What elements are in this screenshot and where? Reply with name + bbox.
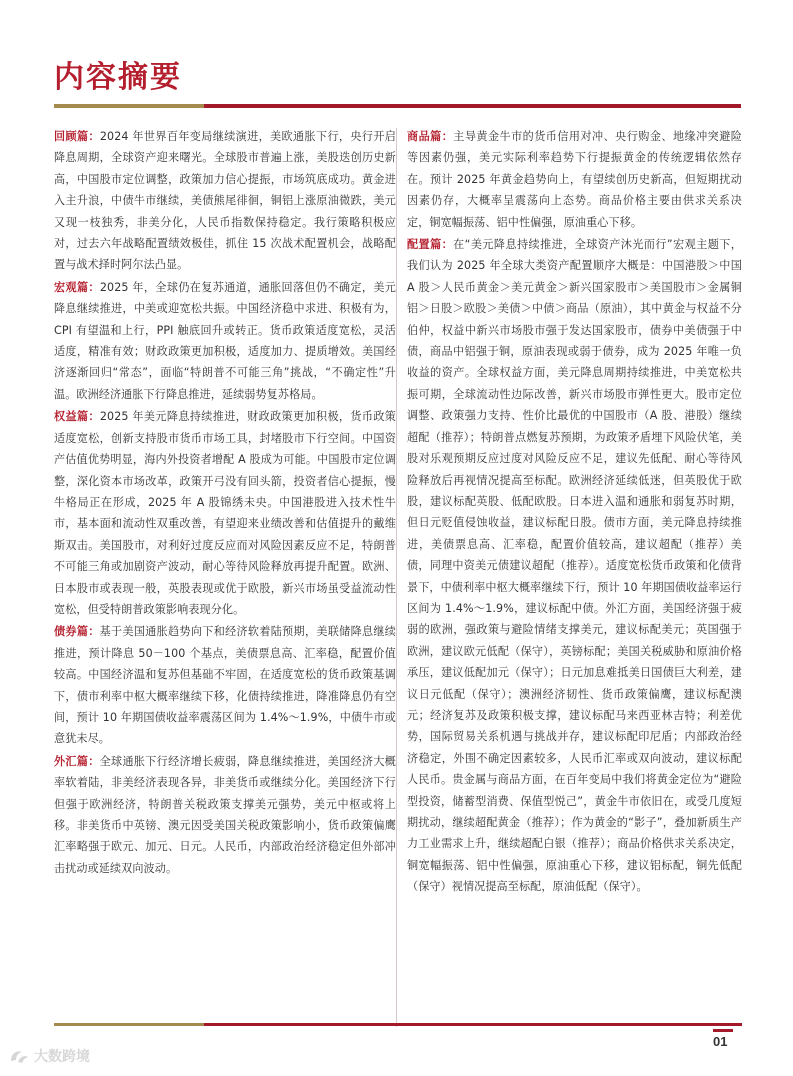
section-label: 商品篇： <box>407 130 454 143</box>
title-underline-gold <box>54 104 204 108</box>
footer-rule <box>54 1023 742 1026</box>
page-title: 内容摘要 <box>54 60 182 95</box>
watermark-text: 大数跨境 <box>34 1049 90 1065</box>
section-text: 2025 年，全球仍在复苏通道，通胀回落但仍不确定，美元降息继续推进，中美或迎宽松共振。中国经济稳中求进、积极有为，CPI 有望温和上行，PPI 触底回升或转正。货币政策适度宽松，灵活适度，精准有效；财政政策更加积极，适度加力、提质增效。美国经济逐渐回归“常态”，面临“特朗普不可能三角”挑战，“不确定性”升温。欧洲经济通胀下行降息推进，延续弱势复苏格局。 <box>54 280 396 401</box>
footer-rule-gold <box>54 1023 204 1026</box>
page-number: 01 <box>713 1034 728 1049</box>
section-text: 主导黄金牛市的货币信用对冲、央行购金、地缘冲突避险等因素仍强，美元实际利率趋势下行提振黄金的传统逻辑依然存在。预计 2025 年黄金趋势向上，有望续创历史新高，但短期扰动因素仍存，大概率呈震荡向上态势。商品价格主要由供求关系决定，铜宽幅振荡、铝中性偏强，原油重心下移。 <box>407 130 742 229</box>
section-text: 2025 年美元降息持续推进，财政政策更加积极，货币政策适度宽松，创新支持股市货币市场工具，封堵股市下行空间。中国资产估值优势明显，海内外投资者增配 A 股成为可能。中国股市定位调整，深化资本市场改革，政策开弓没有回头箭，投资者信心提振，慢牛格局正在形成，2025 年 A 股锦绣未央。中国港股进入技术性牛市，基本面和流动性双重改善，有望迎来业绩改善和估值提升的戴维斯双击。美国股市，对利好过度反应而对风险因素反应不足，特朗普不可能三角或加剧资产波动，耐心等待风险释放再提升配置。欧洲、日本股市或表现一般，英股表现或优于欧股，新兴市场虽受益流动性宽松，但受特朗普政策影响表现分化。 <box>54 410 396 616</box>
watermark <box>8 1044 90 1068</box>
section-label: 债券篇： <box>54 625 100 639</box>
section-label: 回顾篇： <box>54 130 100 143</box>
column-divider <box>396 128 397 1027</box>
section-text: 基于美国通胀趋势向下和经济软着陆预期，美联储降息继续推进，预计降息 50－100 个基点，美债票息高、汇率稳，配置价值较高。中国经济温和复苏但基础不牢固，在适度宽松的货币政策基调下，债市利率中枢大概率继续下移，化债持续推进，降准降息仍有空间，预计 10 年期国债收益率震荡区间为 1.4%～1.9%，中债牛市或意犹未尽。 <box>54 625 397 746</box>
right-column <box>407 126 742 899</box>
watermark-logo-icon <box>8 1047 30 1065</box>
section-text: 2024 年世界百年变局继续演进，美欧通胀下行，央行开启降息周期，全球资产迎来曙光。全球股市普遍上涨，美股迭创历史新高，中国股市定位调整，政策加力信心提振，市场筑底成功。黄金进入主升浪，中债牛市继续，美债熊尾徘徊，铜铝上涨原油微跌，美元又现一枝独秀，非美分化，人民币指数保持稳定。我行策略积极应对，过去六年战略配置绩效极佳，抓住 15 次战术配置机会，战略配置与战术择时阿尔法凸显。 <box>54 130 396 272</box>
left-column <box>54 126 396 880</box>
section-fx <box>54 751 396 879</box>
section-equity <box>54 406 396 620</box>
section-allocation <box>407 234 742 898</box>
section-text: 在“美元降息持续推进，全球资产沐光而行”宏观主题下，我们认为 2025 年全球大类资产配置顺序大概是：中国港股＞中国 A 股＞人民币黄金＞美元黄金＞新兴国家股市＞美国股市＞金属铜铝＞日股＞欧股＞美债＞中债＞商品（原油），其中黄金与权益不分伯仲，权益中新兴市场股市强于发达国家股市，债券中美债强于中债，商品中铝强于铜，原油表现或弱于债券，成为 2025 年唯一负收益的资产。全球权益方面，美元降息周期持续推进，中美宽松共振可期，全球流动性边际改善，新兴市场股市弹性更大。股市定位调整、政策强力支持、性价比最优的中国股市（A 股、港股）继续超配（推荐）；特朗普点燃复苏预期，为政策矛盾埋下风险伏笔，美股对乐观预期反应过度对风险反应不足，建议先低配、耐心等待风险释放后再视情况提高至标配。欧洲经济延续低迷，但英股优于欧股，建议标配英股、低配欧股。日本进入温和通胀和弱复苏时期，但日元贬值侵蚀收益，建议标配日股。债市方面，美元降息持续推进，美债票息高、汇率稳，配置价值较高，建议超配（推荐）美债，同理中资美元债建议超配（推荐）。适度宽松货币政策和化债背景下，中债利率中枢大概率继续下行，预计 10 年期国债收益率运行区间为 1.4%～1.9%，建议标配中债。外汇方面，美国经济强于疲弱的欧洲，强政策与避险情绪支撑美元，建议标配美元；英国强于欧洲，建议欧元低配（保守），英镑标配；美国关税威胁和原油价格承压，建议低配加元（保守）；日元加息难抵美日国债巨大利差，建议日元低配（保守）；澳洲经济韧性、货币政策偏鹰，建议标配澳元；经济复苏及政策积极支撑，建议标配马来西亚林吉特；利差优势，国际贸易关系机遇与挑战并存，建议标配印尼盾；内部政治经济稳定，外围不确定因素较多，人民币汇率或双向波动，建议标配人民币。贵金属与商品方面，在百年变局中我们将黄金定位为“避险型投资，储蓄型消费、保值型悦己”，黄金牛市依旧在，或受几度短期扰动，继续超配黄金（推荐）；作为黄金的“影子”，叠加新质生产力工业需求上升，继续超配白银（推荐）；商品价格供求关系决定，铜宽幅振荡、铝中性偏强，原油重心下移，建议铝标配，铜先低配（保守）视情况提高至标配，原油低配（保守）。 <box>407 238 742 894</box>
section-label: 权益篇： <box>54 410 100 424</box>
section-label: 宏观篇： <box>54 280 100 294</box>
section-macro <box>54 277 396 405</box>
section-commodity <box>407 126 742 233</box>
page-number-mark <box>713 1029 733 1032</box>
section-bond <box>54 621 396 749</box>
section-label: 配置篇： <box>407 238 454 252</box>
section-review <box>54 126 396 276</box>
section-text: 全球通胀下行经济增长疲弱，降息继续推进，美国经济大概率软着陆，非美经济表现各异，非美货币或继续分化。美国经济下行但强于欧洲经济，特朗普关税政策支撑美元强势，美元中枢或将上移。非美货币中英镑、澳元因受美国关税政策影响小，货币政策偏鹰汇率略强于欧元、加元、日元。人民币，内部政治经济稳定但外部冲击扰动或延续双向波动。 <box>54 754 397 875</box>
title-underline-red <box>204 104 741 108</box>
section-label: 外汇篇： <box>54 754 100 768</box>
